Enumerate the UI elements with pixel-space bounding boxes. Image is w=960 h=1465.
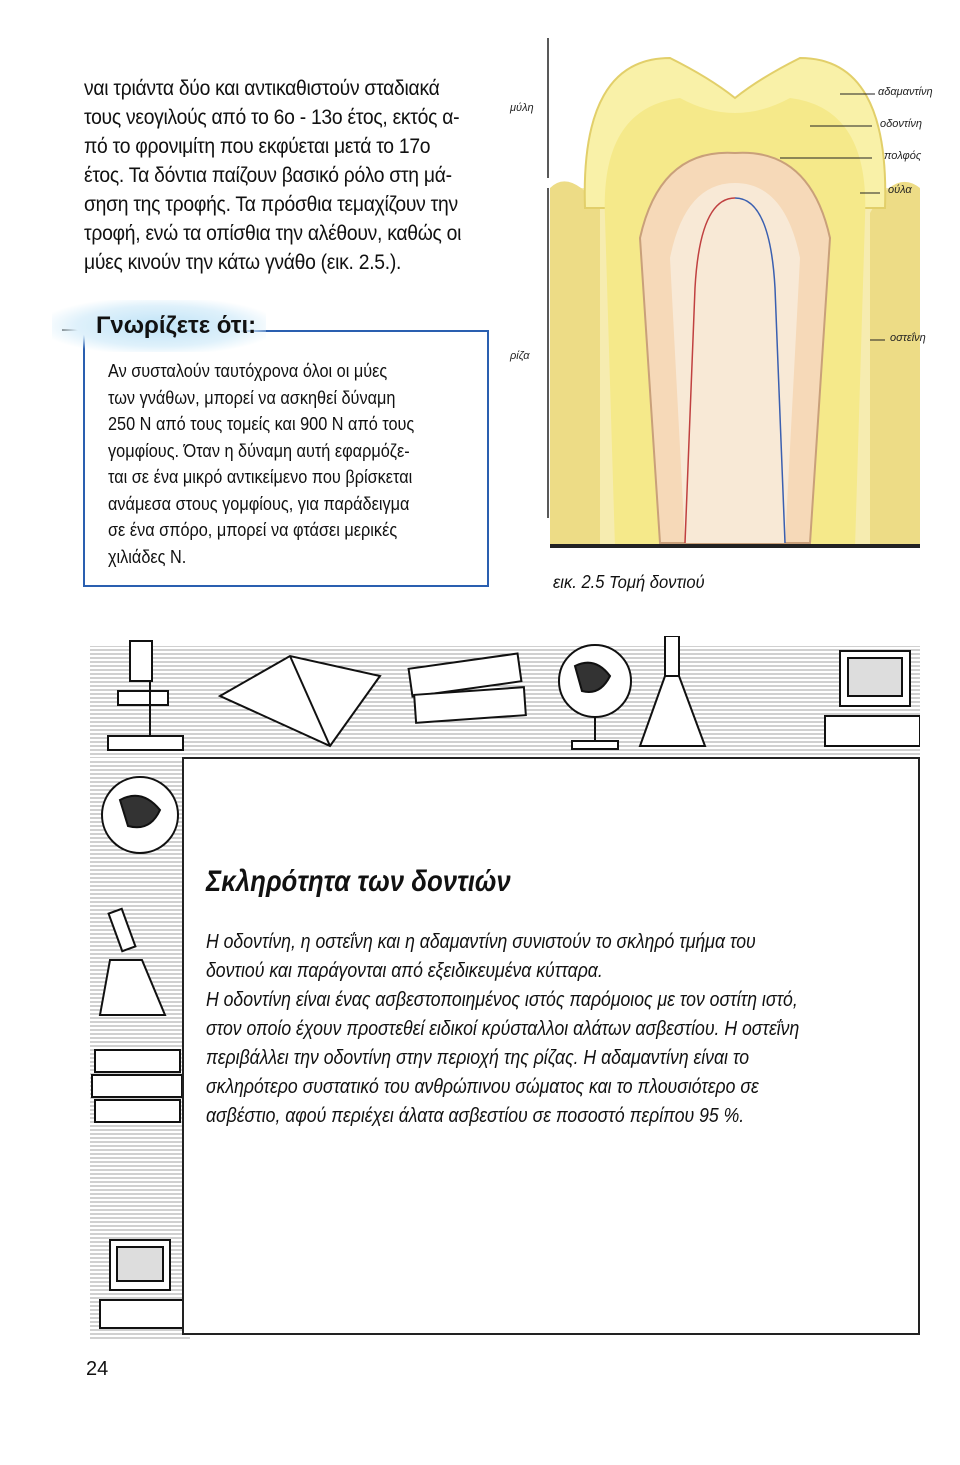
gum-right bbox=[870, 182, 920, 548]
section-body bbox=[206, 927, 868, 1130]
intro-line: έτος. Τα δόντια παίζουν βασικό ρόλο στη μά- bbox=[84, 164, 452, 187]
body-line: ασβέστιο, αφού περιέχει άλατα ασβεστίου σε ποσοστό περίπου 95 %. bbox=[206, 1104, 745, 1127]
pulp-label: πολφός bbox=[884, 150, 922, 162]
info-line: σε ένα σπόρο, μπορεί να φτάσει μερικές bbox=[108, 519, 398, 540]
intro-paragraph bbox=[84, 74, 504, 277]
decorative-border-left bbox=[80, 760, 190, 1340]
cement-label: οστεΐνη bbox=[890, 332, 926, 344]
info-line: χιλιάδες Ν. bbox=[108, 545, 187, 567]
body-line: περιβάλλει την οδοντίνη στην περιοχή της ρίζας. Η αδαμαντίνη είναι το bbox=[206, 1046, 750, 1069]
info-line: γομφίους. Όταν η δύναμη αυτή εφαρμόζε- bbox=[108, 439, 410, 461]
info-line: Αν συσταλούν ταυτόχρονα όλοι οι μύες bbox=[108, 360, 388, 381]
tooth-section-figure bbox=[510, 38, 960, 598]
dentine-label: οδοντίνη bbox=[880, 118, 923, 130]
body-line: σκληρότερο συστατικό του ανθρώπινου σώματος και το πλουσιότερο σε bbox=[206, 1075, 759, 1098]
page-number: 24 bbox=[86, 1358, 109, 1380]
intro-line: μύες κινούν την κάτω γνάθο (εικ. 2.5.). bbox=[84, 251, 402, 274]
info-line: ται σε ένα μικρό αντικείμενο που βρίσκεται bbox=[108, 466, 413, 487]
intro-line: τροφή, ενώ τα οπίσθια την αλέθουν, καθώς οι bbox=[84, 222, 462, 245]
crown-label: μύλη bbox=[510, 102, 534, 114]
info-line: 250 Ν από τους τομείς και 900 Ν από τους bbox=[108, 413, 415, 434]
base-line bbox=[550, 544, 920, 548]
decorative-border-top bbox=[90, 636, 920, 766]
did-you-know-header bbox=[52, 300, 266, 352]
root-label: ρίζα bbox=[510, 350, 530, 362]
body-line: στον οποίο έχουν προστεθεί ειδικοί κρύσταλλοι αλάτων ασβεστίου. Η οστεΐνη bbox=[206, 1017, 800, 1040]
computer-icon bbox=[825, 651, 920, 746]
gum-label: ούλα bbox=[888, 184, 912, 196]
gum-left bbox=[550, 181, 600, 548]
section-title: Σκληρότητα των δοντιών bbox=[206, 865, 511, 898]
did-you-know-text bbox=[108, 358, 478, 570]
intro-line: πό το φρονιμίτη που εκφύεται μετά το 17ο bbox=[84, 135, 431, 158]
info-line: ανάμεσα στους γομφίους, για παράδειγμα bbox=[108, 492, 410, 514]
globe-icon bbox=[102, 777, 178, 853]
books-icon bbox=[92, 1050, 182, 1122]
did-you-know-title: Γνωρίζετε ότι: bbox=[96, 312, 257, 339]
enamel-label: αδαμαντίνη bbox=[878, 86, 933, 98]
info-line: των γνάθων, μπορεί να ασκηθεί δύναμη bbox=[108, 386, 396, 408]
body-line: Η οδοντίνη είναι ένας ασβεστοποιημένος ιστός παρόμοιος με τον οστίτη ιστό, bbox=[206, 988, 798, 1011]
body-line: Η οδοντίνη, η οστεΐνη και η αδαμαντίνη συνιστούν το σκληρό τμήμα του bbox=[206, 930, 756, 953]
pulp-inner bbox=[670, 183, 800, 543]
body-line: δοντιού και παράγονται από εξειδικευμένα κύτταρα. bbox=[206, 959, 603, 982]
intro-line: ναι τριάντα δύο και αντικαθιστούν σταδιακά bbox=[84, 77, 440, 100]
intro-line: σηση της τροφής. Τα πρόσθια τεμαχίζουν την bbox=[84, 193, 458, 216]
intro-line: τους νεογιλούς από το 6ο - 13ο έτος, εκτός α- bbox=[84, 106, 460, 129]
figure-caption: εικ. 2.5 Τομή δοντιού bbox=[553, 572, 705, 592]
